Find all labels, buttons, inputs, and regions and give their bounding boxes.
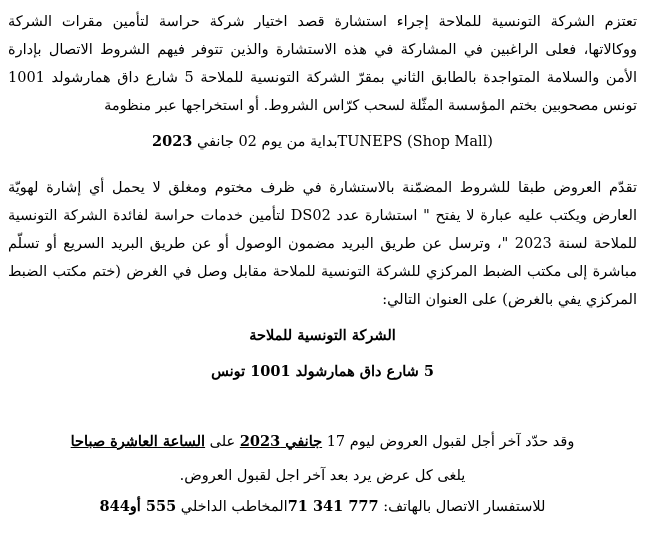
tuneps-system: TUNEPS (Shop Mall) [337,134,493,150]
paragraph2-line4: مباشرة إلى مكتب الضبط المركزي للشركة التونسية للملاحة مقابل وصل في الغرض (ختم مكتب الضبط [8,264,637,280]
deadline-time: الساعة العاشرة صباحا [70,433,206,450]
contact-mid: المخاطب الداخلي [176,499,288,515]
tuneps-year: 2023 [152,133,193,150]
paragraph2-line2: العارض ويكتب عليه عبارة لا يفتح " استشارة عدد DS02 لتأمين خدمات حراسة لفائدة الشركة التونسية [8,208,637,224]
deadline-date: جانفي 2023 [239,433,323,450]
paragraph2-line3: للملاحة لسنة 2023 "، وترسل عن طريق البريد مضمون الوصول أو عن طريق البريد السريع أو تسلّم [8,236,637,252]
paragraph2-line1: تقدّم العروض طبقا للشروط المضمّنة بالاستشارة في ظرف مختوم ومغلق لا يحمل أي إشارة لهويّة [8,180,637,196]
paragraph1-line4: تونس مصحوبين بختم المؤسسة المثّلة لسحب كرّاس الشروط. أو استخراجها عبر منظومة [104,98,637,114]
rejection-note: يلغى كل عرض يرد بعد آخر اجل لقبول العروض. [179,468,466,484]
contact-extensions: 555 أو844 [99,498,177,515]
contact-line [0,497,645,517]
tuneps-prefix: بداية من يوم 02 جانفي [192,134,338,150]
paragraph1-line3: الأمن والسلامة المتواجدة بالطابق الثاني بمقرّ الشركة التونسية للملاحة 5 شارع داق همارشولد 1001 [8,70,638,86]
paragraph1-line2: ووكالاتها، فعلى الراغبين في المشاركة في هذه الاستشارة والذين تتوفر فيهم الشروط الاتصال بإدارة [8,42,637,58]
deadline-lead: وقد حدّد آخر أجل لقبول العروض ليوم 17 [322,434,575,450]
deadline-mid: على [205,434,240,450]
contact-lead: للاستفسار الاتصال بالهاتف: [378,499,546,515]
tuneps-line [0,132,645,152]
address-street: 5 شارع داق همارشولد 1001 تونس [211,363,434,380]
deadline-line [0,432,645,452]
paragraph1-line1: تعتزم الشركة التونسية للملاحة إجراء استشارة قصد اختيار شركة حراسة لتأمين مقرات الشركة [8,14,637,30]
paragraph2-line5: المركزي يفي بالغرض) على العنوان التالي: [382,292,637,308]
contact-phone: 777 341 71 [287,498,379,515]
address-company: الشركة التونسية للملاحة [249,327,396,344]
